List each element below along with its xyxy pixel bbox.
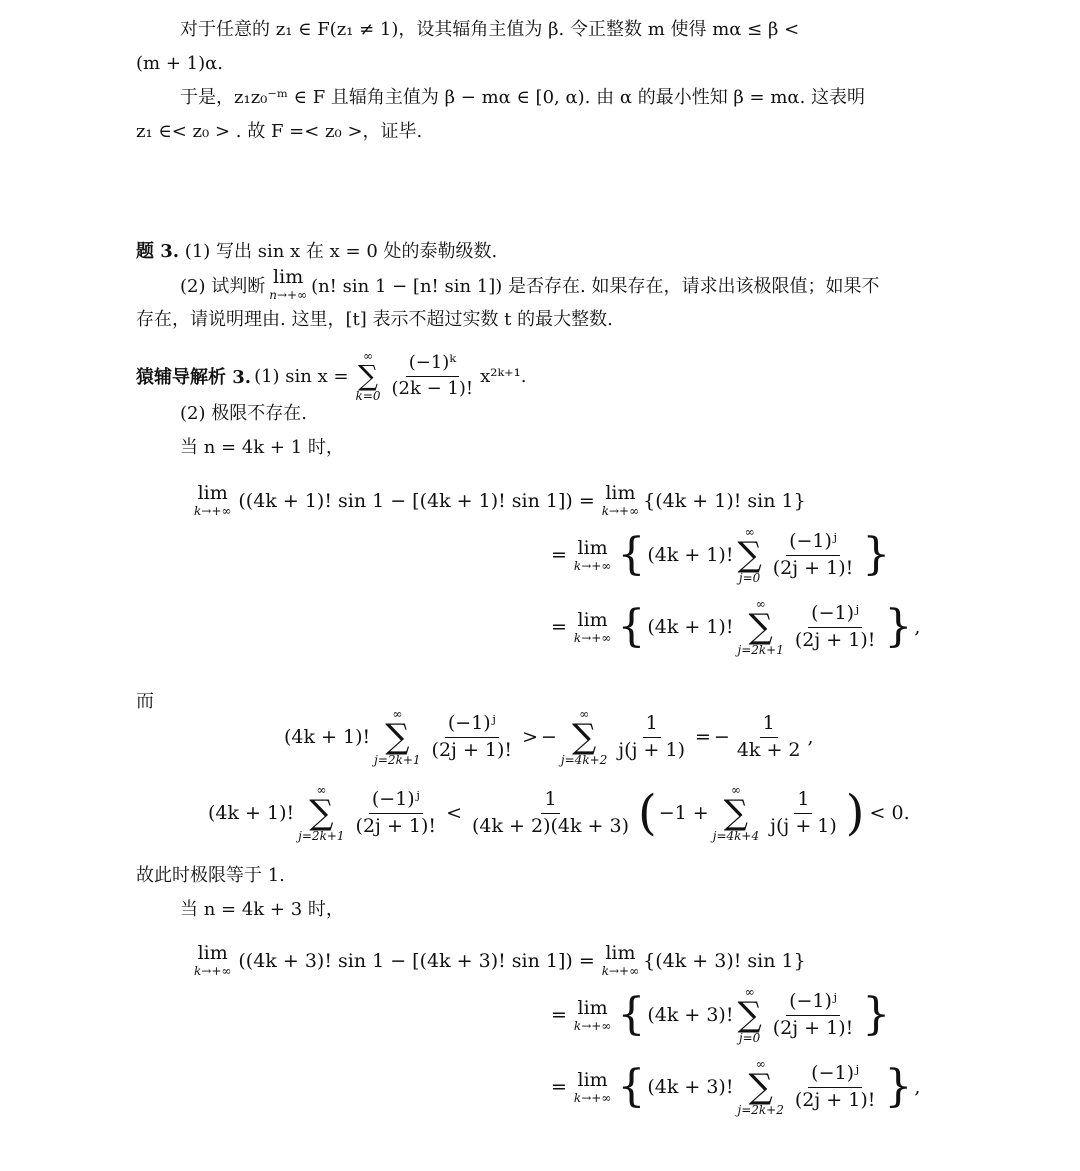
frac-den: (2j + 1)! [772,1016,854,1039]
inequality-2 [208,784,913,842]
lim-expr [194,484,231,517]
fraction [353,789,440,838]
fraction [792,1063,879,1112]
frac-den: j(j + 1) [618,738,685,761]
frac-den: (2j + 1)! [355,814,437,837]
equals: = [578,489,595,512]
sum-upper: ∞ [363,349,374,363]
lim-expr [573,1068,612,1105]
sum-lower: j=0 [738,571,761,585]
lim-expr [573,536,612,573]
inequality-1 [284,708,814,766]
lim-expr [602,484,639,517]
sum-lower: j=2k+1 [298,829,345,843]
less-than: < [446,802,462,824]
sum-upper: ∞ [744,985,755,999]
case-1-eq-1 [190,484,806,517]
lim-text: lim [197,482,228,504]
sum-sign: ∑ [748,607,773,647]
fraction [792,603,879,652]
lim-expr [573,996,612,1033]
problem-limit [269,268,307,301]
sum [374,708,420,766]
factorial: (4k + 1)! [647,544,734,566]
sum [298,784,344,842]
frac-num: 1 [643,713,661,738]
series-power: x²ᵏ⁺¹. [480,365,527,387]
sum-lower: j=0 [738,1031,761,1045]
solution-part-2: (2) 极限不存在. [180,403,307,424]
lim-sub: k→+∞ [601,964,640,978]
frac-num: (−1)ʲ [808,603,862,628]
lim-expr [194,944,231,977]
comma: , [914,1076,921,1098]
sum-lower: j=4k+2 [560,753,608,767]
sum-upper: ∞ [744,525,755,539]
left-brace: { [617,601,646,652]
sum-sign: ∑ [737,535,762,575]
lim-text: lim [605,942,636,964]
intro-line-2: (m + 1)α. [136,53,223,74]
frac-num: 1 [760,713,778,738]
problem-part-1 [136,240,497,264]
intro-line-1: 对于任意的 z₁ ∈ F(z₁ ≠ 1)，设其辐角主值为 β. 令正整数 m 使得 mα ≤ β < [180,19,800,40]
sum-upper: ∞ [316,783,327,797]
sum [713,784,759,842]
minus: − [540,726,557,748]
lim-text: lim [577,608,608,631]
case-3-eq-1 [190,944,806,977]
fraction [770,991,857,1040]
factorial: (4k + 1)! [208,802,295,824]
sum-sign: ∑ [309,793,334,833]
case-3-rhs-1: {(4k + 3)! sin 1} [643,949,806,972]
lim-expr [602,944,639,977]
frac-num: (−1)ʲ [445,713,499,738]
case-3-label: 当 n = 4k + 3 时， [180,899,344,920]
sum-sign: ∑ [571,717,597,757]
solution-part-1 [136,350,527,402]
conclusion-1: 故此时极限等于 1. [136,865,285,886]
left-paren: ( [638,785,657,841]
lim-sub: k→+∞ [573,630,612,645]
frac-num: 1 [794,789,812,814]
case-1-eq-2 [548,526,892,584]
sum-upper: ∞ [579,707,590,721]
er-label: 而 [136,691,154,712]
case-3-eq-3 [548,1058,920,1116]
sum-sign: ∑ [358,359,379,392]
sum [737,598,783,656]
problem-part-2 [180,268,879,301]
case-1-eq-3 [548,598,920,656]
frac-den: j(j + 1) [770,814,837,837]
problem-part-2-post: (n! sin 1 − [n! sin 1]) 是否存在. 如果存在，请求出该极限值；如果不 [311,275,880,297]
fraction [770,531,857,580]
factorial: (4k + 1)! [284,726,371,748]
equals: = [694,726,711,748]
sum-lower: j=2k+2 [737,1103,784,1117]
frac-num: (−1)ʲ [786,531,840,556]
sum-lower: j=4k+4 [712,829,760,843]
neg-one-plus: −1 + [658,802,709,824]
lim-sub: k→+∞ [573,558,612,573]
series-fraction [389,353,477,399]
lim-expr [573,608,612,645]
lim-text: lim [197,942,228,964]
lim-sub: k→+∞ [601,504,640,518]
sum [737,1058,783,1116]
solution-label: 猿辅导解析 3. [136,367,252,388]
equals: = [551,544,567,566]
right-paren: ) [845,785,865,841]
lim-text: lim [273,266,304,288]
problem-label: 题 3. [136,241,180,262]
left-brace: { [617,989,646,1040]
problem-part-2-line-2: 存在，请说明理由. 这里，[t] 表示不超过实数 t 的最大整数. [136,309,613,330]
frac-num: (−1)ʲ [808,1063,862,1088]
equals: = [551,1076,567,1098]
frac-den: (4k + 2)(4k + 3) [471,814,630,837]
fraction [734,713,804,762]
sum-sign: ∑ [723,793,749,833]
lim-text: lim [577,536,608,559]
frac-den: (2j + 1)! [772,556,854,579]
left-brace: { [617,529,646,580]
lim-sub: k→+∞ [194,504,232,518]
case-3-eq-2 [548,986,892,1044]
minus: − [713,726,730,748]
factorial: (4k + 3)! [647,1076,734,1098]
equals: = [551,1004,567,1026]
lim-sub: n→+∞ [269,288,308,302]
right-brace: } [884,601,913,652]
right-brace: } [884,1061,913,1112]
frac-den: (2k − 1)! [391,377,474,399]
sum-lower: j=2k+1 [737,643,784,657]
case-1-rhs-1: {(4k + 1)! sin 1} [643,489,806,512]
frac-den: (2j + 1)! [794,1088,876,1111]
sum [737,526,761,584]
solution-part-1-pre: (1) sin x = [254,365,349,387]
lim-text: lim [605,482,636,504]
sum-upper: ∞ [755,597,766,611]
intro-line-4: z₁ ∈< z₀ > . 故 F =< z₀ >，证毕. [136,121,423,142]
case-3-lhs: ((4k + 3)! sin 1 − [(4k + 3)! sin 1]) [238,949,573,972]
lim-text: lim [577,1068,608,1091]
comma: , [914,616,921,638]
sum-sign: ∑ [737,995,762,1035]
frac-num: 1 [541,789,559,814]
factorial: (4k + 1)! [647,616,734,638]
series-sum [356,350,381,402]
equals: = [551,616,567,638]
fraction [429,713,516,762]
comma: , [807,726,814,748]
left-brace: { [617,1061,646,1112]
fraction [615,713,688,762]
sum-lower: j=2k+1 [374,753,421,767]
fraction [767,789,840,838]
sum-lower: k=0 [355,389,381,403]
tail: < 0. [869,802,910,824]
sum-upper: ∞ [755,1057,766,1071]
right-brace: } [862,529,891,580]
lim-sub: k→+∞ [573,1018,612,1033]
problem-part-2-pre: (2) 试判断 [180,275,266,297]
right-brace: } [862,989,891,1040]
factorial: (4k + 3)! [647,1004,734,1026]
frac-num: (−1)ʲ [786,991,840,1016]
frac-den: (2j + 1)! [431,738,513,761]
sum-sign: ∑ [748,1067,773,1107]
sum-upper: ∞ [730,783,741,797]
problem-part-1-text: (1) 写出 sin x 在 x = 0 处的泰勒级数. [184,241,498,262]
lim-text: lim [577,996,608,1019]
sum-sign: ∑ [385,717,410,757]
fraction [469,789,632,838]
intro-line-3: 于是，z₁z₀⁻ᵐ ∈ F 且辐角主值为 β − mα ∈ [0, α). 由 α 的最小性知 β = mα. 这表明 [180,87,866,108]
greater-than: > [522,726,538,748]
sum [561,708,607,766]
sum [737,986,761,1044]
equals: = [578,949,595,972]
frac-den: 4k + 2 [736,738,801,761]
case-1-lhs: ((4k + 1)! sin 1 − [(4k + 1)! sin 1]) [238,489,573,512]
frac-den: (2j + 1)! [794,628,876,651]
frac-num: (−1)ᵏ [406,353,459,377]
case-1-label: 当 n = 4k + 1 时， [180,437,344,458]
lim-sub: k→+∞ [194,964,232,978]
frac-num: (−1)ʲ [369,789,423,814]
lim-sub: k→+∞ [573,1090,612,1105]
sum-upper: ∞ [392,707,403,721]
